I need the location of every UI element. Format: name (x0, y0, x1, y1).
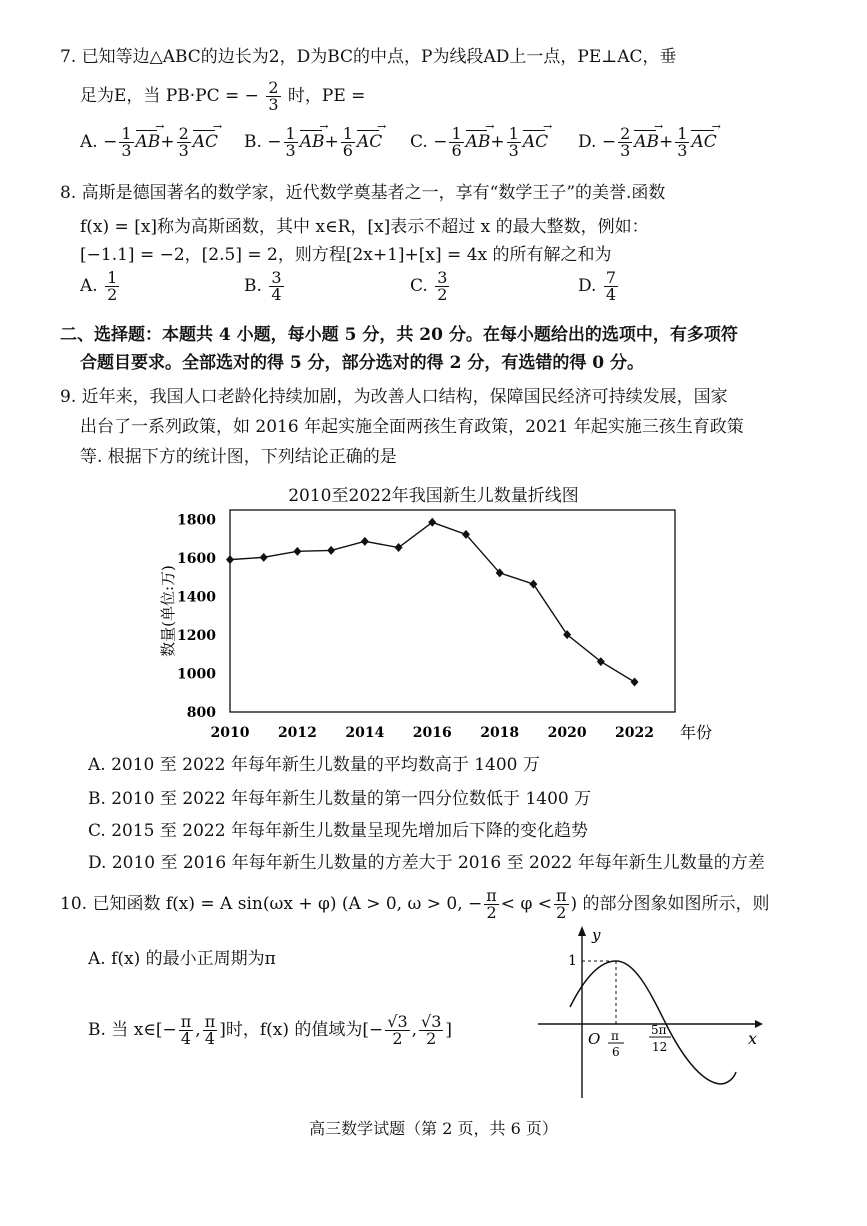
data-point (293, 547, 301, 556)
y-tick-label: 1600 (177, 551, 216, 568)
q9-line3: 等. 根据下方的统计图，下列结论正确的是 (80, 447, 397, 467)
q9-line1: 9. 近年来，我国人口老龄化持续加剧，为改善人口结构，保障国民经济可持续发展，国家 (60, 387, 728, 407)
data-point (361, 537, 369, 546)
q10-sine-graph (530, 922, 780, 1102)
q8-option-c[interactable]: C. $\frac{3}{2}$ (410, 268, 448, 304)
q7-option-b[interactable]: B. − $\frac{1}{3}$ AB →+ $\frac{1}{6}$ AC → (244, 126, 382, 159)
q9-option-d[interactable]: D. 2010 至 2016 年每年新生儿数量的方差大于 2016 至 2022 年每年新生儿数量的方差 (88, 853, 765, 873)
tick-5pi-12-denominator: 12 (652, 1040, 668, 1054)
y-axis-arrow-icon (578, 926, 586, 936)
q10-option-a[interactable]: A. f(x) 的最小正周期为π (88, 949, 276, 969)
data-point (260, 553, 268, 562)
q7-line2-pre: 足为E，当 (80, 86, 161, 106)
q7-line2-post: 时，PE = (287, 86, 366, 106)
x-axis-arrow-icon (755, 1020, 763, 1028)
x-tick-label: 2018 (480, 725, 520, 741)
q10-line1: 10. 已知函数 f(x) = A sin(ωx + φ) (A > 0, ω > 0, − $\frac{\pi}{2}$ < φ < $\frac{\pi}{2}$ ) 的部分图象如图所示，则 (60, 886, 770, 922)
y-axis-title: 数量(单位:万) (159, 565, 177, 657)
data-point (428, 518, 436, 527)
tick-pi-6-numerator: π (611, 1029, 619, 1043)
chart-title: 2010至2022年我国新生儿数量折线图 (288, 486, 579, 506)
tick-pi-6-denominator: 6 (612, 1045, 620, 1059)
section2-heading: 二、选择题：本题共 4 小题，每小题 5 分，共 20 分。在每小题给出的选项中，有多项符 (60, 325, 738, 345)
x-axis-title: 年份 (680, 723, 713, 742)
series-line (230, 522, 635, 682)
x-tick-label: 2012 (277, 725, 317, 741)
section2-heading-cont: 合题目要求。全部选对的得 5 分，部分选对的得 2 分，有选错的得 0 分。 (80, 353, 644, 373)
q7-line1: 7. 已知等边△ABC的边长为2，D为BC的中点，P为线段AD上一点，PE⊥AC，垂 (60, 47, 677, 67)
y-axis-label: y (592, 926, 601, 944)
data-point (395, 543, 403, 552)
q10-option-b[interactable]: B. 当 x∈[− $\frac{\pi}{4}$ , $\frac{\pi}{4}$ ]时，f(x) 的值域为[− $\frac{√3}{2}$ , $\frac{√3}{2}$ ] (88, 1012, 453, 1048)
y-tick-label: 1200 (177, 628, 216, 645)
q7-condition: PB·PC = − (165, 86, 259, 106)
q7-option-a[interactable]: A. − $\frac{1}{3}$ AB →+ $\frac{2}{3}$ AC → (80, 126, 218, 159)
data-point (226, 555, 234, 564)
y-tick-label: 1400 (177, 589, 216, 606)
data-point (631, 677, 639, 686)
q9-option-a[interactable]: A. 2010 至 2022 年每年新生儿数量的平均数高于 1400 万 (88, 755, 540, 775)
x-tick-label: 2010 (210, 725, 250, 741)
q8-line2: f(x) = [x]称为高斯函数，其中 x∈R，[x]表示不超过 x 的最大整数，例如： (80, 217, 649, 237)
x-tick-label: 2014 (345, 725, 385, 741)
page-footer: 高三数学试题（第 2 页，共 6 页） (309, 1119, 558, 1138)
x-tick-label: 2022 (615, 725, 655, 741)
q8-option-a[interactable]: A. $\frac{1}{2}$ (80, 268, 118, 304)
q9-option-b[interactable]: B. 2010 至 2022 年每年新生儿数量的第一四分位数低于 1400 万 (88, 789, 592, 809)
peak-value-label: 1 (568, 953, 577, 969)
q9-line2: 出台了一系列政策，如 2016 年起实施全面两孩生育政策，2021 年起实施三孩生育政策 (80, 417, 744, 437)
q7-condition-fraction: $\frac{2}{3}$ (268, 78, 279, 114)
q9-option-c[interactable]: C. 2015 至 2022 年每年新生儿数量呈现先增加后下降的变化趋势 (88, 821, 588, 841)
data-point (597, 657, 605, 666)
q8-option-b[interactable]: B. $\frac{3}{4}$ (244, 268, 282, 304)
q8-line3: [−1.1] = −2，[2.5] = 2，则方程[2x+1]+[x] = 4x 的所有解之和为 (80, 245, 612, 265)
y-tick-label: 1000 (177, 666, 216, 683)
data-point (327, 546, 335, 555)
x-tick-label: 2016 (412, 725, 452, 741)
plot-frame (230, 510, 675, 712)
y-tick-label: 1800 (177, 512, 216, 529)
x-tick-label: 2020 (547, 725, 587, 741)
origin-label: O (588, 1030, 601, 1048)
y-tick-label: 800 (186, 705, 216, 721)
q7-option-c[interactable]: C. − $\frac{1}{6}$ AB →+ $\frac{1}{3}$ AC → (410, 126, 548, 159)
q8-line1: 8. 高斯是德国著名的数学家，近代数学奠基者之一，享有“数学王子”的美誉.函数 (60, 183, 666, 203)
q7-option-d[interactable]: D. − $\frac{2}{3}$ AB →+ $\frac{1}{3}$ AC → (578, 126, 717, 159)
q8-option-d[interactable]: D. $\frac{7}{4}$ (578, 268, 617, 304)
x-axis-label: x (748, 1029, 758, 1048)
tick-5pi-12-numerator: 5π (651, 1023, 667, 1037)
